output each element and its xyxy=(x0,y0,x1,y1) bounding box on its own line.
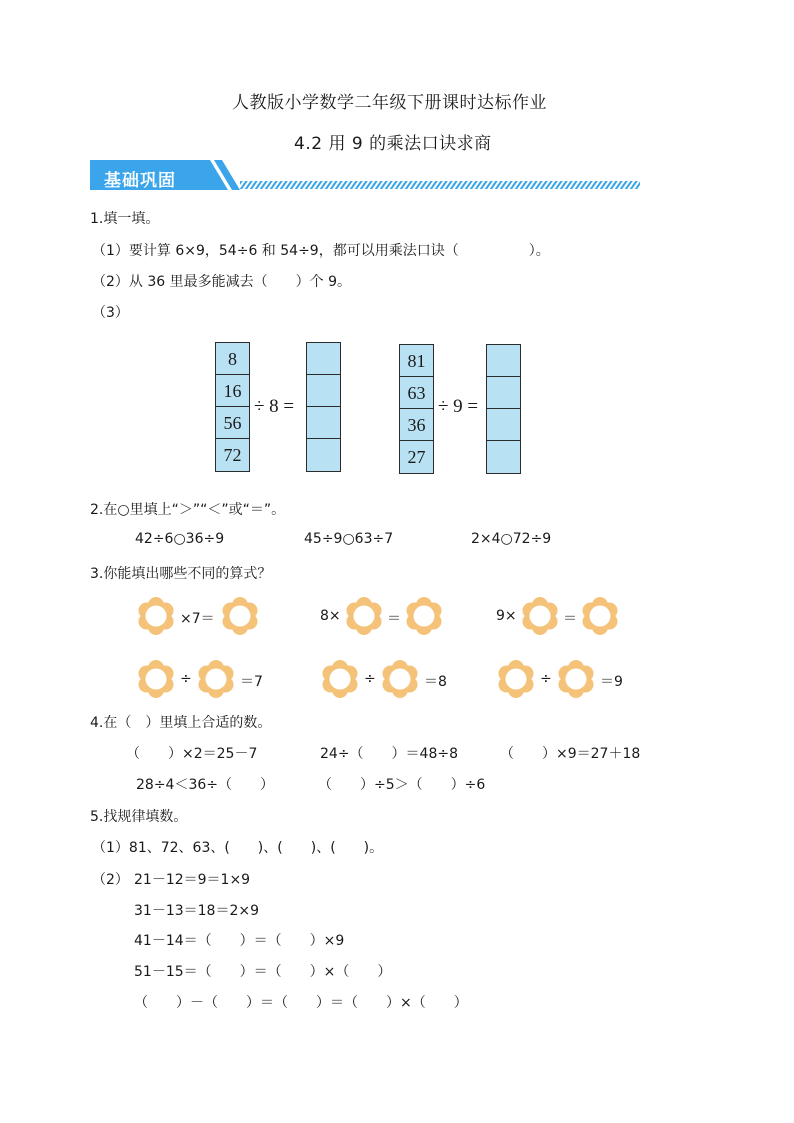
flower-blank[interactable] xyxy=(196,659,236,699)
division-op-left: ÷ 8 = xyxy=(254,396,295,417)
flower-blank[interactable] xyxy=(404,596,444,636)
answer-cell[interactable] xyxy=(487,345,520,377)
section-label: 基础巩固 xyxy=(104,171,176,191)
flower-blank[interactable] xyxy=(556,659,596,699)
q3-op: ＝8 xyxy=(424,674,447,690)
q3-op: ＝9 xyxy=(600,674,623,690)
q3-op: ÷ xyxy=(364,671,376,687)
dividend-cell: 63 xyxy=(400,377,433,409)
flower-blank[interactable] xyxy=(136,596,176,636)
answer-cell[interactable] xyxy=(307,343,340,375)
q2-item-1: 42÷6○36÷9 xyxy=(135,531,225,547)
answer-cell[interactable] xyxy=(487,409,520,441)
q1-part3: （3） xyxy=(92,305,129,321)
flower-blank[interactable] xyxy=(136,659,176,699)
answer-cell[interactable] xyxy=(487,377,520,409)
flower-blank[interactable] xyxy=(520,596,560,636)
page-subtitle: 4.2 用 9 的乘法口诀求商 xyxy=(294,134,492,154)
q1-heading: 1.填一填。 xyxy=(90,211,160,227)
dividend-cell: 27 xyxy=(407,447,426,467)
flower-blank[interactable] xyxy=(320,659,360,699)
dividend-column-right xyxy=(399,344,434,474)
q3-op: ×7＝ xyxy=(180,611,215,627)
q4-item-2: 24÷（ ）＝48÷8 xyxy=(320,746,458,762)
flower-blank[interactable] xyxy=(580,596,620,636)
answer-cell[interactable] xyxy=(307,375,340,407)
q2-item-2: 45÷9○63÷7 xyxy=(304,531,394,547)
answer-column-right[interactable] xyxy=(486,344,521,474)
dividend-cell: 81 xyxy=(400,345,433,377)
q5-part1: （1）81、72、63、( )、( )、( )。 xyxy=(92,840,384,856)
q5-line-1: 21－12＝9＝1×9 xyxy=(134,872,251,888)
flower-blank[interactable] xyxy=(380,659,420,699)
q1-part2: （2）从 36 里最多能减去（ ）个 9。 xyxy=(92,274,351,290)
flower-blank[interactable] xyxy=(220,596,260,636)
q5-part2-label: （2） xyxy=(92,872,129,888)
q3-heading: 3.你能填出哪些不同的算式？ xyxy=(90,566,272,582)
dividend-cell: 36 xyxy=(400,409,433,441)
q4-item-3: （ ）×9＝27＋18 xyxy=(500,746,641,762)
q5-line-5: （ ）－（ ）＝（ ）＝（ ）×（ ） xyxy=(134,995,468,1011)
answer-cell[interactable] xyxy=(307,439,340,471)
q3-op: ÷ xyxy=(540,671,552,687)
q3-op: 8× xyxy=(320,608,341,624)
answer-column-left[interactable] xyxy=(306,342,341,472)
q3-op: ＝ xyxy=(387,611,401,627)
answer-cell[interactable] xyxy=(307,407,340,439)
q4-item-4: 28÷4＜36÷（ ） xyxy=(136,777,274,793)
flower-blank[interactable] xyxy=(496,659,536,699)
q2-heading: 2.在○里填上“＞”“＜”或“＝”。 xyxy=(90,502,286,518)
q4-item-5: （ ）÷5＞（ ）÷6 xyxy=(318,777,486,793)
q3-op: ＝7 xyxy=(240,674,263,690)
q1-part1: （1）要计算 6×9，54÷6 和 54÷9，都可以用乘法口诀（ ）。 xyxy=(92,243,550,259)
q2-item-3: 2×4○72÷9 xyxy=(471,531,552,547)
q3-op: 9× xyxy=(496,608,517,624)
q3-op: ＝ xyxy=(563,611,577,627)
dividend-cell: 56 xyxy=(216,407,249,439)
division-op-right: ÷ 9 = xyxy=(438,396,479,417)
q3-op: ÷ xyxy=(180,671,192,687)
q5-heading: 5.找规律填数。 xyxy=(90,809,188,825)
answer-cell[interactable] xyxy=(487,441,520,473)
q4-heading: 4.在（ ）里填上合适的数。 xyxy=(90,715,272,731)
dividend-cell: 8 xyxy=(216,343,249,375)
q5-line-3: 41－14＝（ ）＝（ ）×9 xyxy=(134,933,345,949)
page-title: 人教版小学数学二年级下册课时达标作业 xyxy=(232,93,547,113)
q4-item-1: （ ）×2＝25－7 xyxy=(126,746,258,762)
dividend-cell: 72 xyxy=(223,445,242,465)
dividend-column-left xyxy=(215,342,250,472)
q5-line-2: 31－13＝18＝2×9 xyxy=(134,903,259,919)
flower-blank[interactable] xyxy=(344,596,384,636)
dividend-cell: 16 xyxy=(216,375,249,407)
q5-line-4: 51－15＝（ ）＝（ ）×（ ） xyxy=(134,964,392,980)
